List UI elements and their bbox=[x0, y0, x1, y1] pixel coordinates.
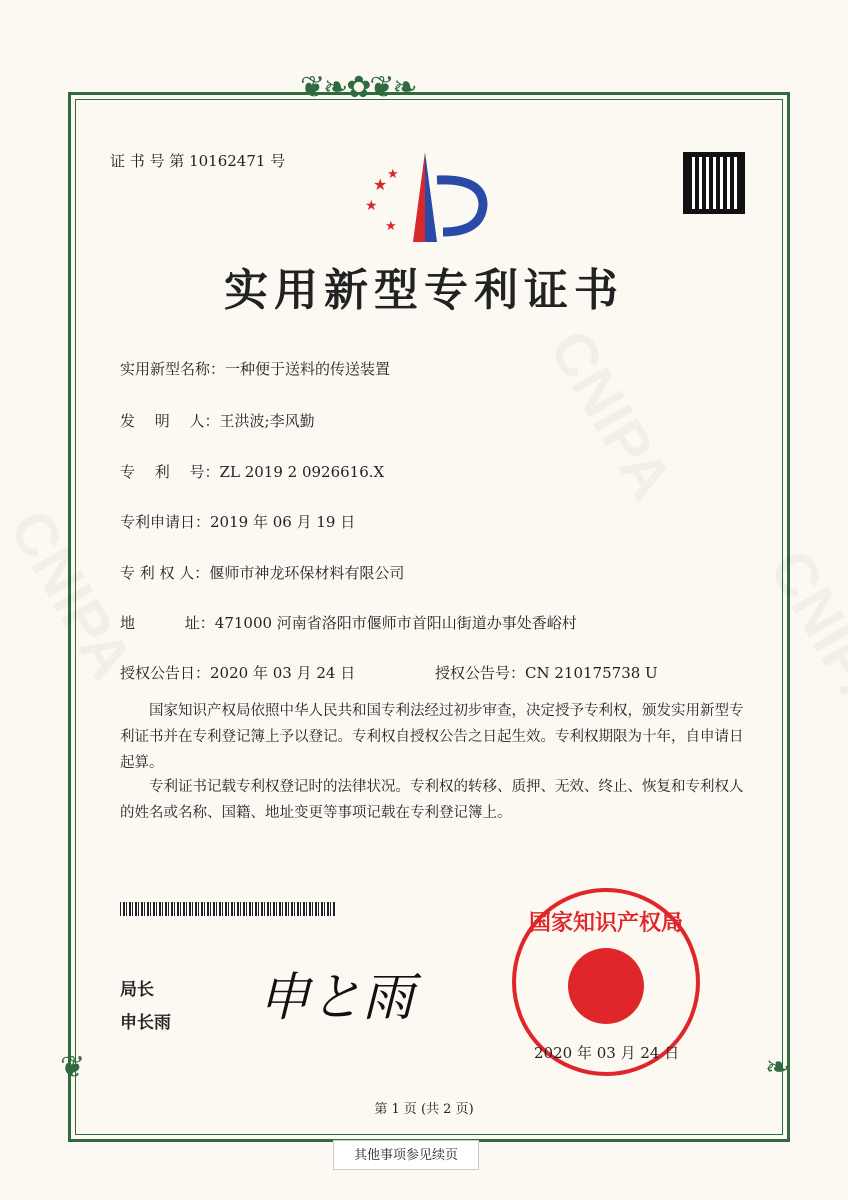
paragraph: 国家知识产权局依照中华人民共和国专利法经过初步审查，决定授予专利权，颁发实用新型专利证书并在专利登记簿上予以登记。专利权自授权公告之日起生效。专利权期限为十年，自申请日起算。 bbox=[120, 703, 744, 771]
barcode bbox=[120, 902, 336, 916]
qr-code bbox=[683, 152, 745, 214]
director-title: 局长 bbox=[120, 980, 154, 1000]
corner-ornament-icon: ❧ bbox=[765, 1050, 791, 1085]
field-grant-number: 授权公告号：CN 210175738 U bbox=[435, 664, 658, 682]
field-inventor: 发 明 人：王洪波;李风勤 bbox=[120, 412, 315, 430]
top-ornament-icon: ❦❧✿❦❧ bbox=[300, 70, 416, 105]
svg-text:★: ★ bbox=[387, 167, 399, 182]
national-emblem-icon bbox=[568, 948, 644, 1024]
page-number: 第 1 页 (共 2 页) bbox=[374, 1102, 474, 1117]
field-address: 地 址：471000 河南省洛阳市偃师市首阳山街道办事处香峪村 bbox=[120, 614, 577, 632]
svg-text:★: ★ bbox=[385, 219, 397, 234]
director-name: 申长雨 bbox=[120, 1013, 171, 1033]
paragraph: 专利证书记载专利权登记时的法律状况。专利权的转移、质押、无效、终止、恢复和专利权人的姓名或名称、国籍、地址变更等事项记载在专利登记簿上。 bbox=[120, 779, 744, 821]
document-title: 实用新型专利证书 bbox=[224, 265, 624, 316]
seal-text: 国家知识产权局 bbox=[528, 910, 683, 936]
continued-note: 其他事项参见续页 bbox=[333, 1140, 479, 1170]
field-patent-number: 专 利 号：ZL 2019 2 0926616.X bbox=[120, 463, 385, 481]
svg-text:★: ★ bbox=[373, 175, 388, 194]
field-grant-date: 授权公告日：2020 年 03 月 24 日 bbox=[120, 664, 356, 682]
seal-date: 2020 年 03 月 24 日 bbox=[534, 1044, 680, 1062]
certificate-number: 证 书 号 第 10162471 号 bbox=[110, 152, 286, 170]
cnipa-logo-icon bbox=[365, 150, 490, 245]
field-name: 实用新型名称：一种便于送料的传送装置 bbox=[120, 360, 391, 378]
svg-text:★: ★ bbox=[365, 198, 378, 214]
signature: 申と雨 bbox=[258, 968, 415, 1028]
corner-ornament-icon: ❦ bbox=[60, 1050, 86, 1085]
field-application-date: 专利申请日：2019 年 06 月 19 日 bbox=[120, 513, 356, 531]
field-patentee: 专 利 权 人：偃师市神龙环保材料有限公司 bbox=[120, 564, 405, 582]
